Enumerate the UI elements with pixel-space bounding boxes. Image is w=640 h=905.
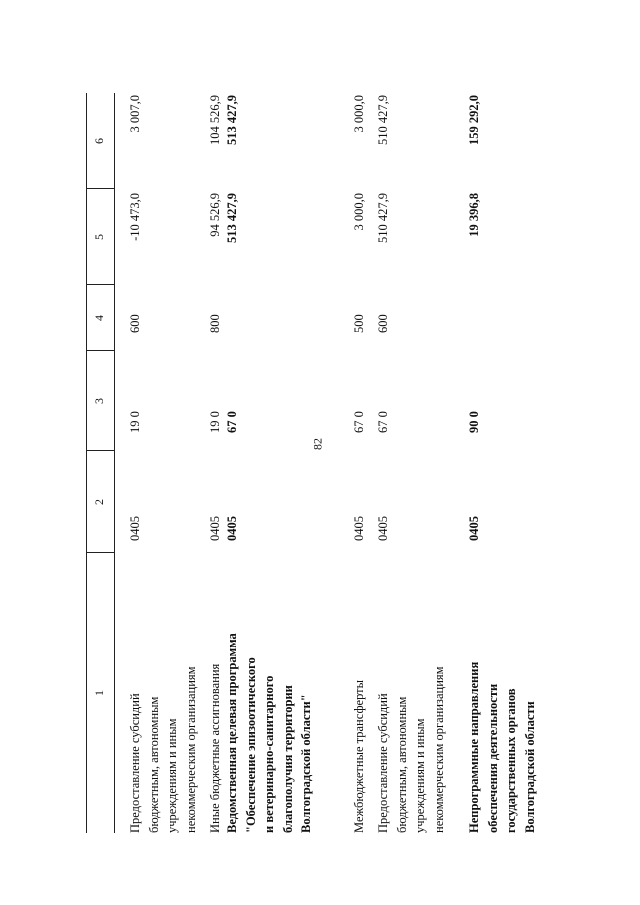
cell-amount-total: 510 427,9 <box>376 95 390 145</box>
cell-amount-total: 104 526,9 <box>208 95 222 145</box>
cell-amount-change: 510 427,9 <box>376 193 390 243</box>
row-name-line: Волгоградской области <box>522 701 537 833</box>
row-name-line: некоммерческим организациям <box>183 666 198 833</box>
cell-target-code: 67 0 <box>376 411 390 433</box>
page-number: 82 <box>310 438 325 450</box>
cell-amount-change: 513 427,9 <box>225 193 239 243</box>
cell-target-code: 19 0 <box>208 411 222 433</box>
row-name-line: бюджетным, автономным <box>394 696 409 833</box>
row-name-line: Предоставление субсидий <box>376 693 390 833</box>
cell-target-code: 19 0 <box>128 411 142 433</box>
row-name-line: учреждениям и иным <box>165 718 179 833</box>
cell-amount-change: 3 000,0 <box>352 193 366 231</box>
row-name-line: и ветеринарно-санитарного <box>262 675 276 833</box>
row-name-line: Межбюджетные трансферты <box>352 679 366 833</box>
table-top-rule <box>86 93 87 833</box>
row-name-line: некоммерческим организациям <box>431 666 446 833</box>
cell-amount-total: 3 000,0 <box>352 95 366 133</box>
header-col-2: 2 <box>92 499 106 505</box>
cell-target-code: 67 0 <box>352 411 366 433</box>
row-name-line: государственных органов <box>504 688 518 833</box>
cell-target-code: 67 0 <box>225 411 239 433</box>
cell-section-code: 0405 <box>376 516 390 541</box>
header-col-5: 5 <box>92 234 106 240</box>
cell-section-code: 0405 <box>467 516 481 541</box>
row-name <box>374 555 448 833</box>
row-name <box>126 555 200 833</box>
row-name <box>465 555 539 833</box>
cell-amount-change: -10 473,0 <box>128 193 142 241</box>
header-col-3: 3 <box>92 398 106 404</box>
row-name <box>223 555 316 833</box>
row-name-line: Предоставление субсидий <box>128 693 142 833</box>
cell-expense-type: 800 <box>208 314 222 333</box>
row-name-line: "Обеспечение эпизоотического <box>243 657 258 833</box>
row-name-line: бюджетным, автономным <box>146 696 161 833</box>
row-name-line: учреждениям и иным <box>413 718 427 833</box>
header-bottom-rule <box>114 93 115 833</box>
cell-expense-type: 500 <box>352 314 366 333</box>
cell-section-code: 0405 <box>128 516 142 541</box>
cell-section-code: 0405 <box>208 516 222 541</box>
row-name-line: Непрограммные направления <box>467 661 481 833</box>
cell-section-code: 0405 <box>225 516 239 541</box>
cell-amount-change: 94 526,9 <box>208 193 222 237</box>
budget-table <box>86 93 640 833</box>
cell-amount-total: 3 007,0 <box>128 95 142 133</box>
cell-expense-type: 600 <box>376 314 390 333</box>
header-col-6: 6 <box>92 138 106 144</box>
cell-expense-type: 600 <box>128 314 142 333</box>
row-name-line: Иные бюджетные ассигнования <box>208 663 222 833</box>
row-name-line: Волгоградской области" <box>299 694 313 833</box>
header-col-1: 1 <box>92 690 106 696</box>
cell-amount-total: 159 292,0 <box>467 95 481 145</box>
row-name <box>350 555 369 833</box>
header-col-4: 4 <box>92 315 106 321</box>
row-name <box>206 555 225 833</box>
cell-target-code: 90 0 <box>467 411 481 433</box>
cell-amount-total: 513 427,9 <box>225 95 239 145</box>
cell-amount-change: 19 396,8 <box>467 193 481 237</box>
cell-section-code: 0405 <box>352 516 366 541</box>
row-name-line: обеспечения деятельности <box>485 683 500 833</box>
row-name-line: Ведомственная целевая программа <box>225 633 239 833</box>
row-name-line: благополучия территории <box>280 685 295 833</box>
